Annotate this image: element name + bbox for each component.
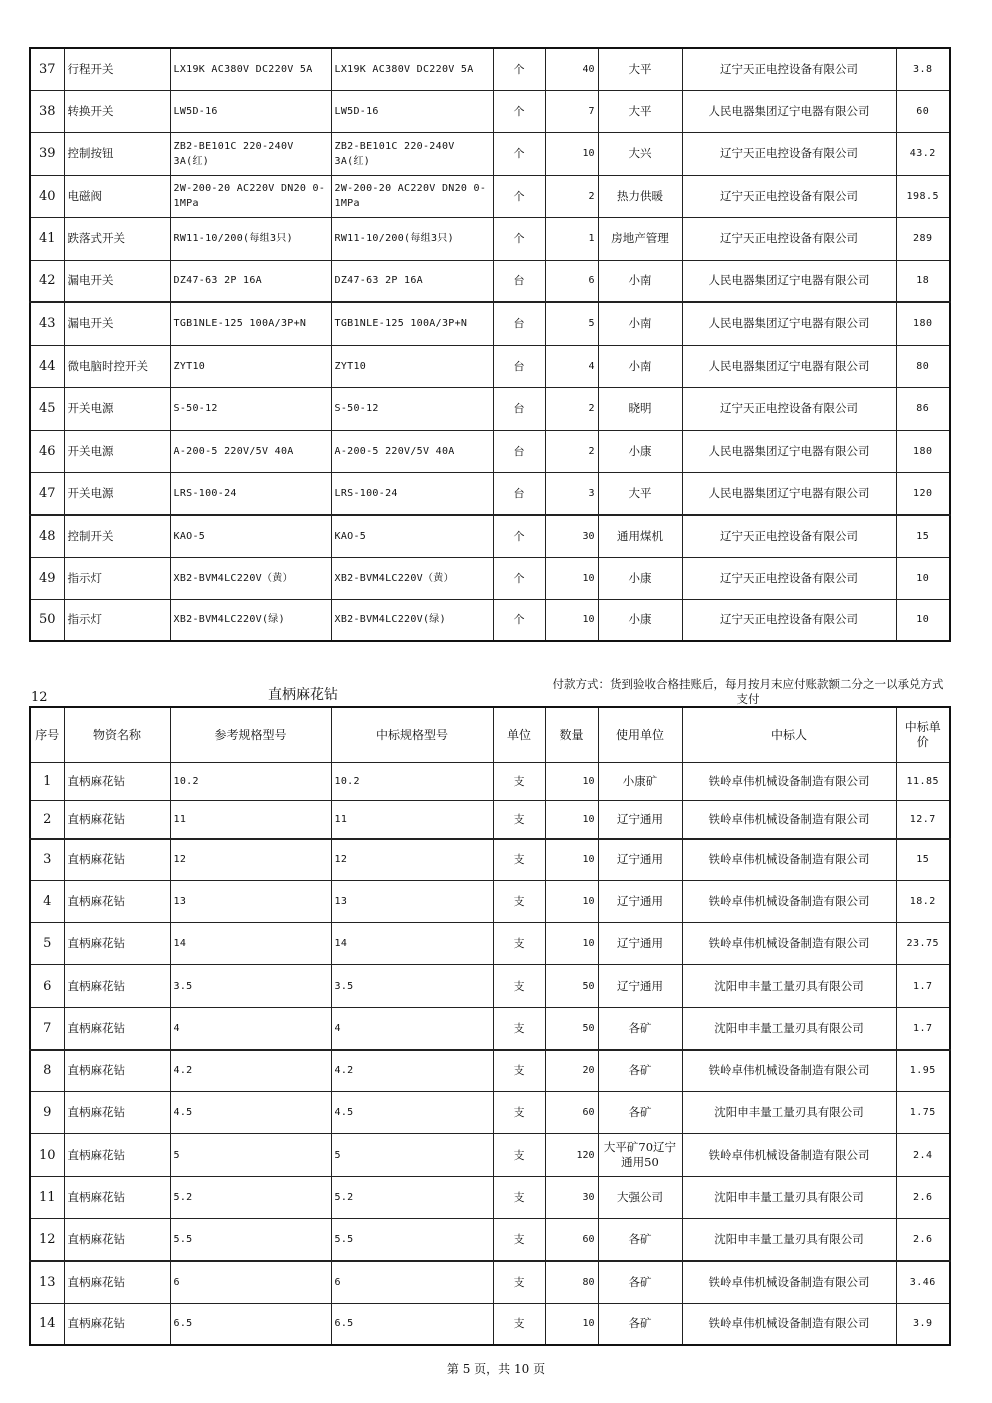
row-ref-spec: KAO-5 bbox=[170, 515, 331, 557]
row-ref-spec: S-50-12 bbox=[170, 387, 331, 430]
row-unit: 支 bbox=[493, 965, 545, 1008]
row-bid-spec: XB2-BVM4LC220V(绿) bbox=[331, 599, 493, 641]
row-price: 120 bbox=[896, 472, 950, 515]
row-name: 直柄麻花钻 bbox=[64, 839, 170, 881]
row-name: 控制按钮 bbox=[64, 132, 170, 175]
row-qty: 10 bbox=[545, 132, 598, 175]
row-qty: 30 bbox=[545, 1177, 598, 1219]
row-bidder: 铁岭卓伟机械设备制造有限公司 bbox=[682, 1134, 896, 1177]
row-bid-spec: 5.5 bbox=[331, 1219, 493, 1261]
row-bidder: 辽宁天正电控设备有限公司 bbox=[682, 217, 896, 260]
row-bid-spec: 6 bbox=[331, 1261, 493, 1304]
row-user: 辽宁通用 bbox=[598, 839, 682, 881]
row-bidder: 辽宁天正电控设备有限公司 bbox=[682, 175, 896, 217]
row-unit: 台 bbox=[493, 345, 545, 387]
row-price: 43.2 bbox=[896, 132, 950, 175]
row-name: 直柄麻花钻 bbox=[64, 801, 170, 839]
row-seq: 49 bbox=[30, 557, 64, 599]
table-row bbox=[30, 839, 950, 881]
row-user: 各矿 bbox=[598, 1050, 682, 1092]
row-seq: 13 bbox=[30, 1261, 64, 1304]
table-row bbox=[30, 472, 950, 515]
row-name: 开关电源 bbox=[64, 387, 170, 430]
table-row bbox=[30, 923, 950, 965]
header-bid-spec: 中标规格型号 bbox=[331, 707, 493, 763]
row-qty: 10 bbox=[545, 801, 598, 839]
row-price: 1.7 bbox=[896, 965, 950, 1008]
table-row bbox=[30, 1008, 950, 1050]
row-ref-spec: RW11-10/200(每组3只) bbox=[170, 217, 331, 260]
table-row bbox=[30, 599, 950, 641]
table-header-row bbox=[30, 707, 950, 763]
row-seq: 47 bbox=[30, 472, 64, 515]
row-user: 辽宁通用 bbox=[598, 801, 682, 839]
row-qty: 2 bbox=[545, 387, 598, 430]
row-seq: 45 bbox=[30, 387, 64, 430]
row-price: 198.5 bbox=[896, 175, 950, 217]
row-unit: 台 bbox=[493, 387, 545, 430]
row-user: 辽宁通用 bbox=[598, 923, 682, 965]
row-ref-spec: 11 bbox=[170, 801, 331, 839]
row-price: 23.75 bbox=[896, 923, 950, 965]
row-ref-spec: 10.2 bbox=[170, 763, 331, 801]
row-seq: 3 bbox=[30, 839, 64, 881]
table-row bbox=[30, 557, 950, 599]
row-bid-spec: LRS-100-24 bbox=[331, 472, 493, 515]
section-title: 直柄麻花钻 bbox=[268, 687, 338, 703]
row-ref-spec: 14 bbox=[170, 923, 331, 965]
row-bidder: 铁岭卓伟机械设备制造有限公司 bbox=[682, 763, 896, 801]
row-qty: 10 bbox=[545, 839, 598, 881]
row-bid-spec: A-200-5 220V/5V 40A bbox=[331, 430, 493, 472]
row-seq: 38 bbox=[30, 90, 64, 132]
row-bid-spec: XB2-BVM4LC220V（黄） bbox=[331, 557, 493, 599]
row-name: 漏电开关 bbox=[64, 260, 170, 302]
row-bidder: 沈阳申丰量工量刃具有限公司 bbox=[682, 1177, 896, 1219]
row-price: 180 bbox=[896, 302, 950, 345]
row-seq: 39 bbox=[30, 132, 64, 175]
page-footer: 第 5 页，共 10 页 bbox=[446, 1362, 546, 1376]
row-bidder: 铁岭卓伟机械设备制造有限公司 bbox=[682, 1304, 896, 1345]
table-row bbox=[30, 801, 950, 839]
row-bidder: 沈阳申丰量工量刃具有限公司 bbox=[682, 965, 896, 1008]
table-row bbox=[30, 48, 950, 90]
row-price: 18 bbox=[896, 260, 950, 302]
row-seq: 43 bbox=[30, 302, 64, 345]
row-bidder: 辽宁天正电控设备有限公司 bbox=[682, 48, 896, 90]
row-unit: 支 bbox=[493, 801, 545, 839]
row-user: 各矿 bbox=[598, 1092, 682, 1134]
row-price: 180 bbox=[896, 430, 950, 472]
row-qty: 20 bbox=[545, 1050, 598, 1092]
row-unit: 支 bbox=[493, 839, 545, 881]
row-unit: 个 bbox=[493, 90, 545, 132]
row-unit: 个 bbox=[493, 599, 545, 641]
row-bid-spec: 2W-200-20 AC220V DN20 0-1MPa bbox=[331, 175, 493, 217]
header-price: 中标单价 bbox=[896, 707, 950, 763]
row-ref-spec: 6 bbox=[170, 1261, 331, 1304]
row-qty: 40 bbox=[545, 48, 598, 90]
row-unit: 支 bbox=[493, 1050, 545, 1092]
row-bid-spec: 4 bbox=[331, 1008, 493, 1050]
row-price: 3.46 bbox=[896, 1261, 950, 1304]
row-bidder: 人民电器集团辽宁电器有限公司 bbox=[682, 302, 896, 345]
header-ref-spec: 参考规格型号 bbox=[170, 707, 331, 763]
row-seq: 42 bbox=[30, 260, 64, 302]
row-bidder: 铁岭卓伟机械设备制造有限公司 bbox=[682, 923, 896, 965]
row-price: 10 bbox=[896, 599, 950, 641]
payment-terms: 付款方式：货到验收合格挂账后，每月按月末应付账款额二分之一以承兑方式支付 bbox=[552, 677, 944, 706]
row-bidder: 人民电器集团辽宁电器有限公司 bbox=[682, 345, 896, 387]
row-unit: 支 bbox=[493, 1092, 545, 1134]
table-row bbox=[30, 1134, 950, 1177]
row-unit: 个 bbox=[493, 515, 545, 557]
row-ref-spec: XB2-BVM4LC220V(绿) bbox=[170, 599, 331, 641]
row-ref-spec: TGB1NLE-125 100A/3P+N bbox=[170, 302, 331, 345]
row-price: 80 bbox=[896, 345, 950, 387]
row-user: 各矿 bbox=[598, 1219, 682, 1261]
row-qty: 120 bbox=[545, 1134, 598, 1177]
row-qty: 2 bbox=[545, 430, 598, 472]
row-price: 12.7 bbox=[896, 801, 950, 839]
row-name: 微电脑时控开关 bbox=[64, 345, 170, 387]
table-row bbox=[30, 1219, 950, 1261]
row-ref-spec: 5.2 bbox=[170, 1177, 331, 1219]
row-name: 跌落式开关 bbox=[64, 217, 170, 260]
row-user: 大兴 bbox=[598, 132, 682, 175]
row-seq: 44 bbox=[30, 345, 64, 387]
row-unit: 台 bbox=[493, 260, 545, 302]
row-bidder: 人民电器集团辽宁电器有限公司 bbox=[682, 472, 896, 515]
header-seq: 序号 bbox=[30, 707, 64, 763]
row-ref-spec: ZB2-BE101C 220-240V 3A(红) bbox=[170, 132, 331, 175]
row-user: 小南 bbox=[598, 345, 682, 387]
row-seq: 4 bbox=[30, 881, 64, 923]
row-qty: 5 bbox=[545, 302, 598, 345]
row-bidder: 铁岭卓伟机械设备制造有限公司 bbox=[682, 801, 896, 839]
row-user: 大平 bbox=[598, 472, 682, 515]
table-row bbox=[30, 1177, 950, 1219]
row-ref-spec: DZ47-63 2P 16A bbox=[170, 260, 331, 302]
row-bidder: 铁岭卓伟机械设备制造有限公司 bbox=[682, 839, 896, 881]
row-name: 直柄麻花钻 bbox=[64, 1261, 170, 1304]
row-seq: 1 bbox=[30, 763, 64, 801]
row-ref-spec: 6.5 bbox=[170, 1304, 331, 1345]
row-ref-spec: 4 bbox=[170, 1008, 331, 1050]
row-price: 2.4 bbox=[896, 1134, 950, 1177]
row-bid-spec: KAO-5 bbox=[331, 515, 493, 557]
row-price: 1.75 bbox=[896, 1092, 950, 1134]
row-price: 1.95 bbox=[896, 1050, 950, 1092]
row-name: 直柄麻花钻 bbox=[64, 1092, 170, 1134]
row-unit: 台 bbox=[493, 472, 545, 515]
row-price: 1.7 bbox=[896, 1008, 950, 1050]
row-unit: 支 bbox=[493, 1219, 545, 1261]
row-name: 直柄麻花钻 bbox=[64, 1134, 170, 1177]
row-unit: 支 bbox=[493, 923, 545, 965]
row-bid-spec: LW5D-16 bbox=[331, 90, 493, 132]
row-ref-spec: XB2-BVM4LC220V（黄） bbox=[170, 557, 331, 599]
row-qty: 10 bbox=[545, 557, 598, 599]
table-row bbox=[30, 1304, 950, 1345]
header-qty: 数量 bbox=[545, 707, 598, 763]
row-bidder: 辽宁天正电控设备有限公司 bbox=[682, 387, 896, 430]
table-row bbox=[30, 175, 950, 217]
row-ref-spec: ZYT10 bbox=[170, 345, 331, 387]
row-seq: 14 bbox=[30, 1304, 64, 1345]
header-user: 使用单位 bbox=[598, 707, 682, 763]
row-bid-spec: RW11-10/200(每组3只) bbox=[331, 217, 493, 260]
row-name: 直柄麻花钻 bbox=[64, 1304, 170, 1345]
row-name: 直柄麻花钻 bbox=[64, 1219, 170, 1261]
row-qty: 7 bbox=[545, 90, 598, 132]
bid-table-drill-bits bbox=[29, 706, 951, 1346]
row-price: 18.2 bbox=[896, 881, 950, 923]
row-unit: 个 bbox=[493, 217, 545, 260]
row-bidder: 人民电器集团辽宁电器有限公司 bbox=[682, 90, 896, 132]
row-name: 直柄麻花钻 bbox=[64, 1008, 170, 1050]
row-user: 辽宁通用 bbox=[598, 881, 682, 923]
row-user: 房地产管理 bbox=[598, 217, 682, 260]
row-seq: 46 bbox=[30, 430, 64, 472]
row-qty: 6 bbox=[545, 260, 598, 302]
table-row bbox=[30, 132, 950, 175]
table-row bbox=[30, 302, 950, 345]
row-ref-spec: 3.5 bbox=[170, 965, 331, 1008]
row-bid-spec: 12 bbox=[331, 839, 493, 881]
row-seq: 9 bbox=[30, 1092, 64, 1134]
row-qty: 1 bbox=[545, 217, 598, 260]
row-user: 小康 bbox=[598, 599, 682, 641]
row-unit: 个 bbox=[493, 557, 545, 599]
header-name: 物资名称 bbox=[64, 707, 170, 763]
row-unit: 个 bbox=[493, 175, 545, 217]
row-qty: 10 bbox=[545, 1304, 598, 1345]
row-user: 辽宁通用 bbox=[598, 965, 682, 1008]
row-ref-spec: 2W-200-20 AC220V DN20 0-1MPa bbox=[170, 175, 331, 217]
bid-table-electrical bbox=[29, 47, 951, 642]
row-bidder: 铁岭卓伟机械设备制造有限公司 bbox=[682, 1261, 896, 1304]
row-seq: 48 bbox=[30, 515, 64, 557]
table-row bbox=[30, 763, 950, 801]
row-ref-spec: LW5D-16 bbox=[170, 90, 331, 132]
row-user: 大平 bbox=[598, 48, 682, 90]
row-name: 开关电源 bbox=[64, 430, 170, 472]
row-bidder: 沈阳申丰量工量刃具有限公司 bbox=[682, 1092, 896, 1134]
row-qty: 50 bbox=[545, 1008, 598, 1050]
row-bid-spec: 4.5 bbox=[331, 1092, 493, 1134]
row-user: 晓明 bbox=[598, 387, 682, 430]
row-name: 转换开关 bbox=[64, 90, 170, 132]
row-qty: 4 bbox=[545, 345, 598, 387]
row-unit: 支 bbox=[493, 881, 545, 923]
row-price: 60 bbox=[896, 90, 950, 132]
row-seq: 2 bbox=[30, 801, 64, 839]
row-bid-spec: 6.5 bbox=[331, 1304, 493, 1345]
row-price: 10 bbox=[896, 557, 950, 599]
table-row bbox=[30, 1092, 950, 1134]
row-seq: 37 bbox=[30, 48, 64, 90]
row-ref-spec: LRS-100-24 bbox=[170, 472, 331, 515]
row-ref-spec: LX19K AC380V DC220V 5A bbox=[170, 48, 331, 90]
row-price: 11.85 bbox=[896, 763, 950, 801]
row-unit: 台 bbox=[493, 302, 545, 345]
table-row bbox=[30, 217, 950, 260]
row-price: 289 bbox=[896, 217, 950, 260]
row-user: 大平矿70辽宁通用50 bbox=[598, 1134, 682, 1177]
row-qty: 3 bbox=[545, 472, 598, 515]
row-seq: 12 bbox=[30, 1219, 64, 1261]
table-row bbox=[30, 515, 950, 557]
row-price: 15 bbox=[896, 839, 950, 881]
table-row bbox=[30, 90, 950, 132]
table-row bbox=[30, 387, 950, 430]
row-name: 开关电源 bbox=[64, 472, 170, 515]
row-qty: 10 bbox=[545, 923, 598, 965]
row-seq: 7 bbox=[30, 1008, 64, 1050]
row-bidder: 辽宁天正电控设备有限公司 bbox=[682, 132, 896, 175]
row-price: 2.6 bbox=[896, 1177, 950, 1219]
row-bidder: 铁岭卓伟机械设备制造有限公司 bbox=[682, 881, 896, 923]
row-user: 小康 bbox=[598, 430, 682, 472]
row-price: 3.9 bbox=[896, 1304, 950, 1345]
row-user: 小南 bbox=[598, 260, 682, 302]
row-name: 直柄麻花钻 bbox=[64, 881, 170, 923]
header-bidder: 中标人 bbox=[682, 707, 896, 763]
row-seq: 6 bbox=[30, 965, 64, 1008]
row-bidder: 辽宁天正电控设备有限公司 bbox=[682, 557, 896, 599]
row-user: 各矿 bbox=[598, 1261, 682, 1304]
row-bid-spec: 5.2 bbox=[331, 1177, 493, 1219]
row-unit: 支 bbox=[493, 1008, 545, 1050]
row-bid-spec: 10.2 bbox=[331, 763, 493, 801]
row-bidder: 沈阳申丰量工量刃具有限公司 bbox=[682, 1008, 896, 1050]
row-user: 小康矿 bbox=[598, 763, 682, 801]
row-bidder: 辽宁天正电控设备有限公司 bbox=[682, 515, 896, 557]
row-name: 直柄麻花钻 bbox=[64, 763, 170, 801]
row-bidder: 铁岭卓伟机械设备制造有限公司 bbox=[682, 1050, 896, 1092]
row-unit: 个 bbox=[493, 48, 545, 90]
row-bid-spec: ZB2-BE101C 220-240V 3A(红) bbox=[331, 132, 493, 175]
row-unit: 支 bbox=[493, 1304, 545, 1345]
row-qty: 80 bbox=[545, 1261, 598, 1304]
row-name: 漏电开关 bbox=[64, 302, 170, 345]
table-row bbox=[30, 430, 950, 472]
row-user: 大平 bbox=[598, 90, 682, 132]
row-unit: 支 bbox=[493, 1134, 545, 1177]
row-seq: 11 bbox=[30, 1177, 64, 1219]
table-row bbox=[30, 881, 950, 923]
row-user: 各矿 bbox=[598, 1304, 682, 1345]
row-name: 指示灯 bbox=[64, 557, 170, 599]
row-ref-spec: 13 bbox=[170, 881, 331, 923]
row-user: 小南 bbox=[598, 302, 682, 345]
row-qty: 60 bbox=[545, 1092, 598, 1134]
row-ref-spec: 12 bbox=[170, 839, 331, 881]
row-bidder: 人民电器集团辽宁电器有限公司 bbox=[682, 430, 896, 472]
table-row bbox=[30, 1261, 950, 1304]
row-unit: 台 bbox=[493, 430, 545, 472]
row-ref-spec: 5 bbox=[170, 1134, 331, 1177]
row-qty: 60 bbox=[545, 1219, 598, 1261]
row-bid-spec: 3.5 bbox=[331, 965, 493, 1008]
row-name: 直柄麻花钻 bbox=[64, 1050, 170, 1092]
row-unit: 支 bbox=[493, 1261, 545, 1304]
section-number: 12 bbox=[31, 690, 48, 705]
row-seq: 50 bbox=[30, 599, 64, 641]
row-user: 各矿 bbox=[598, 1008, 682, 1050]
row-qty: 30 bbox=[545, 515, 598, 557]
row-unit: 个 bbox=[493, 132, 545, 175]
row-price: 2.6 bbox=[896, 1219, 950, 1261]
table-row bbox=[30, 345, 950, 387]
row-bid-spec: 5 bbox=[331, 1134, 493, 1177]
row-user: 通用煤机 bbox=[598, 515, 682, 557]
row-price: 86 bbox=[896, 387, 950, 430]
header-unit: 单位 bbox=[493, 707, 545, 763]
row-name: 控制开关 bbox=[64, 515, 170, 557]
row-ref-spec: A-200-5 220V/5V 40A bbox=[170, 430, 331, 472]
row-name: 行程开关 bbox=[64, 48, 170, 90]
row-qty: 2 bbox=[545, 175, 598, 217]
table-row bbox=[30, 965, 950, 1008]
row-price: 15 bbox=[896, 515, 950, 557]
row-qty: 10 bbox=[545, 763, 598, 801]
row-qty: 10 bbox=[545, 599, 598, 641]
row-name: 直柄麻花钻 bbox=[64, 923, 170, 965]
row-user: 热力供暖 bbox=[598, 175, 682, 217]
table-row bbox=[30, 260, 950, 302]
row-bid-spec: 11 bbox=[331, 801, 493, 839]
row-bid-spec: ZYT10 bbox=[331, 345, 493, 387]
row-seq: 10 bbox=[30, 1134, 64, 1177]
row-bid-spec: 14 bbox=[331, 923, 493, 965]
row-bidder: 辽宁天正电控设备有限公司 bbox=[682, 599, 896, 641]
row-unit: 支 bbox=[493, 1177, 545, 1219]
row-bidder: 沈阳申丰量工量刃具有限公司 bbox=[682, 1219, 896, 1261]
row-seq: 8 bbox=[30, 1050, 64, 1092]
row-name: 直柄麻花钻 bbox=[64, 965, 170, 1008]
row-name: 指示灯 bbox=[64, 599, 170, 641]
row-bidder: 人民电器集团辽宁电器有限公司 bbox=[682, 260, 896, 302]
row-seq: 41 bbox=[30, 217, 64, 260]
row-bid-spec: 4.2 bbox=[331, 1050, 493, 1092]
row-ref-spec: 5.5 bbox=[170, 1219, 331, 1261]
row-seq: 40 bbox=[30, 175, 64, 217]
row-bid-spec: 13 bbox=[331, 881, 493, 923]
row-qty: 50 bbox=[545, 965, 598, 1008]
row-user: 大强公司 bbox=[598, 1177, 682, 1219]
row-seq: 5 bbox=[30, 923, 64, 965]
row-bid-spec: TGB1NLE-125 100A/3P+N bbox=[331, 302, 493, 345]
row-ref-spec: 4.2 bbox=[170, 1050, 331, 1092]
row-name: 直柄麻花钻 bbox=[64, 1177, 170, 1219]
table-row bbox=[30, 1050, 950, 1092]
row-qty: 10 bbox=[545, 881, 598, 923]
row-name: 电磁阀 bbox=[64, 175, 170, 217]
row-user: 小康 bbox=[598, 557, 682, 599]
row-bid-spec: S-50-12 bbox=[331, 387, 493, 430]
row-unit: 支 bbox=[493, 763, 545, 801]
row-ref-spec: 4.5 bbox=[170, 1092, 331, 1134]
row-bid-spec: DZ47-63 2P 16A bbox=[331, 260, 493, 302]
row-price: 3.8 bbox=[896, 48, 950, 90]
row-bid-spec: LX19K AC380V DC220V 5A bbox=[331, 48, 493, 90]
